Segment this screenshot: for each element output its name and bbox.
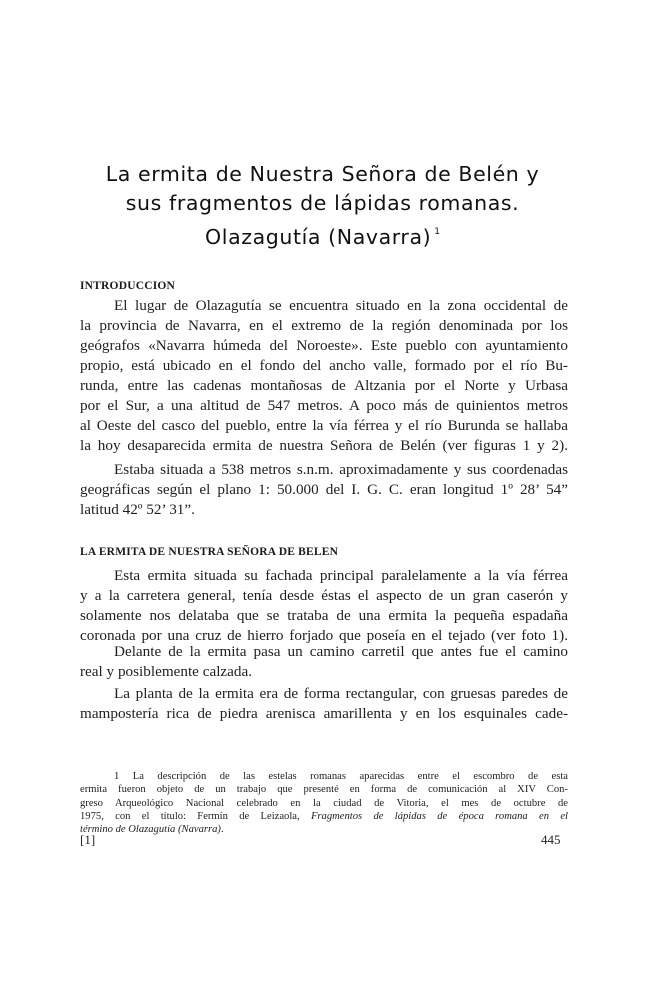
page-marker: [1] <box>80 832 96 847</box>
text-line: mampostería rica de piedra arenisca amarillenta y en los esquinales cade- <box>80 705 568 722</box>
text-line: real y posiblemente calzada. <box>80 663 253 680</box>
footnote-line: greso Arqueológico Nacional celebrado en la ciudad de Vitoria, el mes de octubre de <box>80 797 568 809</box>
title-line-2: sus fragmentos de lápidas romanas. <box>125 191 520 215</box>
text-line: propio, está ubicado en el fondo del ancho valle, formado por el río Bu- <box>80 357 568 374</box>
page-number: 445 <box>541 832 561 847</box>
footnote-line: 1 La descripción de las estelas romanas aparecidas entre el escombro de esta <box>114 771 568 782</box>
text-line: geógrafos «Navarra húmeda del Noroeste». Este pueblo con ayuntamiento <box>80 337 568 354</box>
article-title <box>60 160 585 252</box>
footnote-line: ermita fueron objeto de un trabajo que presenté en forma de comunicación al XIV Con- <box>80 784 568 796</box>
text-line: al Oeste del casco del pueblo, entre la vía férrea y el río Burunda se hallaba <box>80 417 568 434</box>
title-footnote-ref[interactable]: 1 <box>434 227 440 237</box>
footnote-end: . <box>220 824 224 836</box>
footnote-line <box>80 810 568 823</box>
footnote-work-title: Fragmentos de lápidas de época romana en el <box>310 810 568 822</box>
text-line: coronada por una cruz de hierro forjado que poseía en el tejado (ver foto 1). <box>80 627 568 644</box>
ermita-paragraph-3 <box>80 684 568 724</box>
text-line: y a la carretera general, tenía desde éstas el aspecto de un gran caserón y <box>80 587 568 604</box>
text-line: la provincia de Navarra, en el extremo de la región denominada por los <box>80 317 568 334</box>
text-line: la hoy desaparecida ermita de nuestra Señora de Belén (ver figuras 1 y 2). <box>80 437 568 454</box>
text-line: Esta ermita situada su fachada principal paralelamente a la vía férrea <box>114 567 568 584</box>
text-line: Estaba situada a 538 metros s.n.m. aproximadamente y sus coordenadas <box>114 461 568 478</box>
title-line-3 <box>60 218 585 252</box>
section-heading-introduccion: INTRODUCCION <box>80 280 176 292</box>
section-heading-ermita: LA ERMITA DE NUESTRA SEÑORA DE BELEN <box>80 546 339 558</box>
text-line: geográficas según el plano 1: 50.000 del I. G. C. eran longitud 1º 28’ 54” <box>80 481 568 498</box>
text-line: La planta de la ermita era de forma rectangular, con gruesas paredes de <box>114 685 568 702</box>
footnote-1 <box>80 770 568 836</box>
text-line: Delante de la ermita pasa un camino carretil que antes fue el camino <box>114 643 568 660</box>
text-line: solamente nos delataba que se trataba de una ermita la pequeña espadaña <box>80 607 568 624</box>
text-line: por el Sur, a una altitud de 547 metros. A poco más de quinientos metros <box>80 397 568 414</box>
text-line: runda, entre las cadenas montañosas de Altzania por el Norte y Urbasa <box>80 377 568 394</box>
footnote-citation-text: 1975, con el título: Fermín de Leizaola, <box>80 810 300 822</box>
intro-paragraph-1 <box>80 296 568 456</box>
footnote-work-title-cont: término de Olazagutía (Navarra) <box>80 824 221 836</box>
text-line: latitud 42º 52’ 31”. <box>80 501 195 518</box>
ermita-paragraph-2 <box>80 642 568 682</box>
ermita-paragraph-1 <box>80 566 568 646</box>
intro-paragraph-2 <box>80 460 568 520</box>
footnote-line <box>80 823 568 836</box>
title-line-1: La ermita de Nuestra Señora de Belén y <box>105 162 540 186</box>
text-line: El lugar de Olazagutía se encuentra situado en la zona occidental de <box>114 297 568 314</box>
title-line-3-text: Olazagutía (Navarra) <box>205 225 432 249</box>
